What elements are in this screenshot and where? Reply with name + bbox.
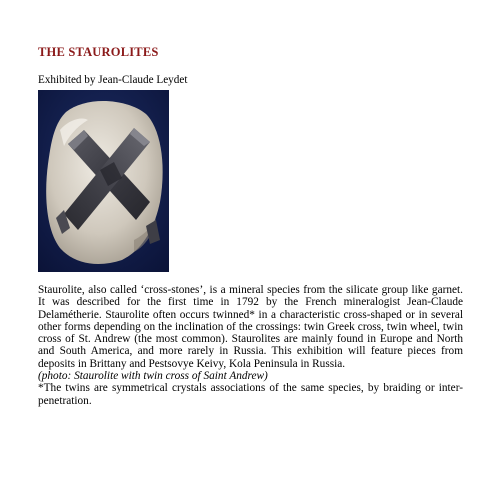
exhibitor-line: Exhibited by Jean-Claude Leydet bbox=[38, 74, 188, 86]
description-paragraph: Staurolite, also called ‘cross-stones’, is a mineral species from the silicate group like garnet. It was described for the first time in 1792 by the French mineralogist Jean-Claude Delamétherie. Staurolite often occurs twinned* in a characteristic cross-shaped or in several other forms depending on the inclination of the crossings: twin Greek cross, twin wheel, twin cross of St. Andrew (the most common). Staurolites are mainly found in Europe and North and South America, and more rarely in Russia. This exhibition will feature pieces from deposits in Brittany and Pestsovye Keivy, Kola Peninsula in Russia. bbox=[38, 284, 463, 370]
photo-caption: (photo: Staurolite with twin cross of Saint Andrew) bbox=[38, 370, 268, 383]
staurolite-photo bbox=[38, 90, 169, 272]
page-title: THE STAUROLITES bbox=[38, 45, 159, 59]
body-text bbox=[38, 284, 463, 407]
footnote: *The twins are symmetrical crystals associations of the same species, by braiding or inter-penetration. bbox=[38, 382, 463, 407]
